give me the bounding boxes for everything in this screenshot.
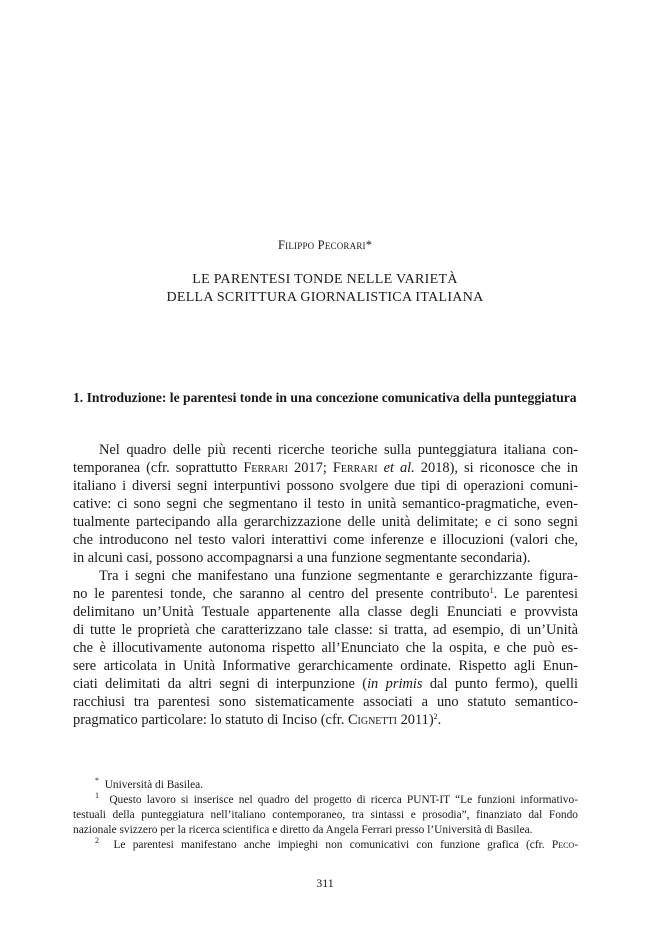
paragraph-2-line-1: Tra i segni che manifestano una funzione segmentante e gerarchizzante figura-	[99, 568, 578, 584]
paragraph-1-line-2	[73, 459, 578, 477]
footnote-mark: 1	[95, 791, 99, 800]
footnote-mark: *	[95, 776, 99, 785]
footnote-1-line-2: testuali della punteggiatura nell’italiano contemporaneo, tra sintassi e prosodia”, finanziato dal Fondo	[73, 809, 578, 821]
footnote-star-text: Università di Basilea.	[104, 779, 204, 791]
paragraph-1-line-3: italiano i diversi segni interpuntivi possono svolgere due tipi di operazioni comuni-	[73, 478, 578, 494]
citation-author: Ferrari	[332, 460, 378, 476]
section-heading: 1. Introduzione: le parentesi tonde in una concezione comunicativa della punteggiatura	[73, 390, 577, 405]
paragraph-1-line-6: che introducono nel testo valori interattivi come inferenze e illocuzioni (valori che,	[73, 532, 578, 548]
article-title-line-2: DELLA SCRITTURA GIORNALISTICA ITALIANA	[166, 290, 484, 305]
footnote-ref: 2	[433, 712, 438, 721]
footnote-2-text: Le parentesi manifestano anche impieghi non comunicativi con funzione grafica (cfr.	[113, 839, 552, 851]
author-name	[0, 238, 650, 253]
paragraph-2-line-7	[73, 675, 578, 693]
paragraph-1-line-4: cative: ci sono segni che segmentano il testo in unità semantico-pragmatiche, even-	[73, 496, 578, 512]
paragraph-1-line-1: Nel quadro delle più recenti ricerche teoriche sulla punteggiatura italiana con-	[99, 442, 578, 458]
footnote-star	[73, 778, 578, 793]
author-footnote-mark: *	[365, 238, 372, 252]
paragraph-2-line-6: sere articolata in Unità Informative gerarchicamente ordinate. Rispetto agli Enun-	[73, 658, 578, 674]
footnote-1-line-1	[73, 793, 578, 808]
paragraph-2-line-8: racchiusi tra parentesi sono sistematicamente associati a uno statuto semantico-	[73, 694, 578, 710]
paragraph-2-line-2	[73, 585, 578, 603]
paragraph-2-line-9	[73, 711, 578, 729]
et-al: et al.	[383, 460, 415, 476]
paragraph-2-line-5: che è illocutivamente autonoma rispetto all’Enunciato che la ospita, e che può es-	[73, 640, 578, 656]
page-number: 311	[316, 876, 334, 890]
footnote-1-line-3: nazionale svizzero per la ricerca scientifica e diretto da Angela Ferrari presso l’Università di Basilea.	[73, 824, 533, 836]
p1-l2-text-b: 2017;	[288, 460, 333, 476]
paragraph-2-line-3: delimitano un’Unità Testuale appartenente alla classe degli Enunciati e provvista	[73, 604, 578, 620]
p2-l9-text-b: 2011)	[396, 712, 434, 728]
p2-l9-text-a: pragmatico particolare: lo statuto di Inciso (cfr.	[73, 712, 348, 728]
citation-author: Peco-	[551, 839, 578, 851]
p2-l9-text-c: .	[437, 712, 442, 728]
p2-l7-text-a: ciati delimitati da altri segni di interpunzione (	[73, 676, 368, 692]
citation-author: Cignetti	[347, 712, 397, 728]
author-name-text: Filippo Pecorari	[278, 238, 366, 252]
p1-l2-text-a: temporanea (cfr. soprattutto	[73, 460, 244, 476]
footnote-2-line-1	[73, 838, 578, 853]
paragraph-1-line-7: in alcuni casi, possono accompagnarsi a una funzione segmentante secondaria).	[73, 550, 531, 566]
citation-author: Ferrari	[243, 460, 289, 476]
article-title-line-1: LE PARENTESI TONDE NELLE VARIETÀ	[192, 272, 458, 287]
paragraph-2-line-4: di tutte le proprietà che caratterizzano tale classe: si tratta, ad esempio, di un’Unità	[73, 622, 578, 638]
footnote-1-text: Questo lavoro si inserisce nel quadro del progetto di ricerca PUNT-IT “Le funzioni informativo-	[109, 794, 578, 806]
p2-l7-text-b: dal punto fermo), quelli	[422, 676, 579, 692]
in-primis: in primis	[367, 676, 423, 692]
footnote-ref: 1	[489, 586, 494, 595]
p2-l2-text-b: . Le parentesi	[493, 586, 578, 602]
p1-l2-text-c: 2018), si riconosce che in	[414, 460, 578, 476]
paragraph-1-line-5: tualmente partecipando alla gerarchizzazione delle unità delimitate; e ci sono segni	[73, 514, 578, 530]
footnote-mark: 2	[95, 836, 99, 845]
p2-l2-text-a: no le parentesi tonde, che saranno al centro del presente contributo	[73, 586, 490, 602]
